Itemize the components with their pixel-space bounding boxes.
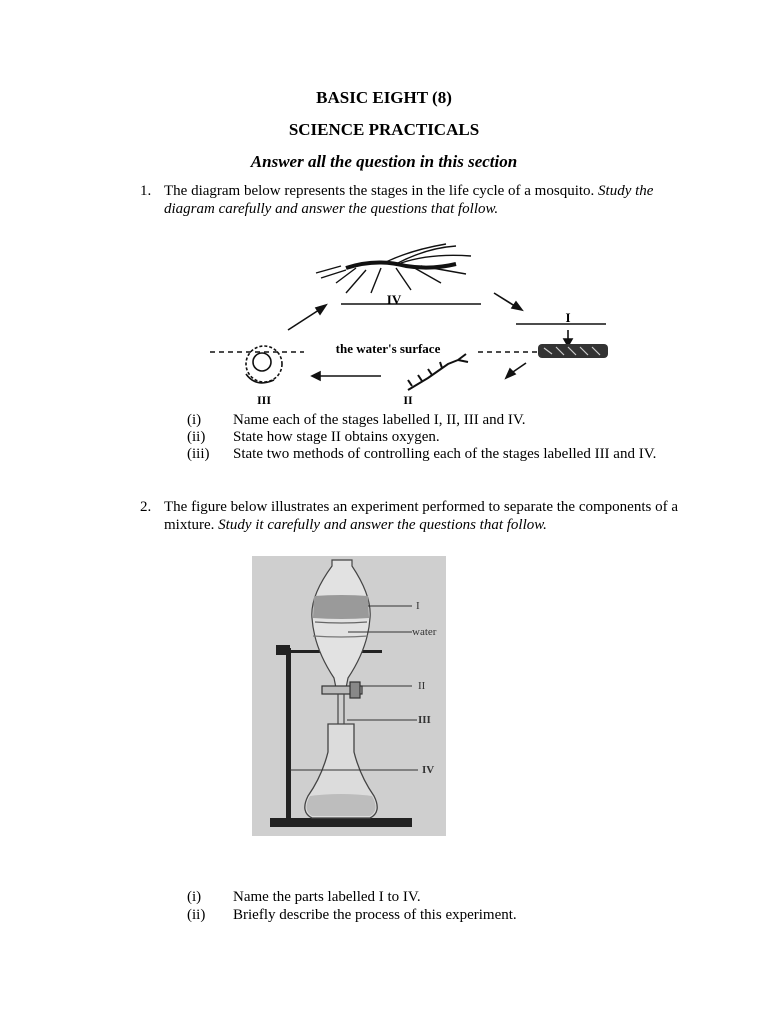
stage-label-ii: II <box>403 393 413 407</box>
funnel-label-iii: III <box>418 714 431 726</box>
question-1-number: 1. <box>140 183 152 199</box>
larva-drawing <box>408 354 468 390</box>
funnel-label-iv: IV <box>422 764 435 776</box>
question-2-text <box>164 499 684 534</box>
stage-label-i: I <box>565 310 571 325</box>
funnel-label-water: water <box>412 626 437 638</box>
section-instruction: Answer all the question in this section <box>250 152 518 171</box>
question-1-lead: The diagram below represents the stages in the life cycle of a mosquito. <box>164 183 599 199</box>
adult-mosquito-drawing <box>316 244 471 293</box>
question-1-text <box>164 183 684 218</box>
question-1-instruction: Study the diagram carefully and answer the questions that follow. <box>164 183 654 217</box>
page-subtitle: SCIENCE PRACTICALS <box>288 120 480 139</box>
water-surface-label: the water's surface <box>335 341 441 356</box>
funnel-label-i: I <box>416 600 420 612</box>
question-2-lead: The figure below illustrates an experiment performed to separate the components of a mixture. <box>164 499 678 533</box>
question-2-instruction: Study it carefully and answer the questions that follow. <box>218 516 547 533</box>
stage-label-iii: III <box>256 393 272 407</box>
separating-funnel-photo <box>252 556 446 836</box>
mosquito-life-cycle-diagram <box>196 238 632 410</box>
question-2-number: 2. <box>140 499 152 515</box>
egg-raft-drawing <box>538 344 608 358</box>
funnel-label-ii: II <box>418 680 426 692</box>
cycle-arrows <box>288 293 572 380</box>
stage-label-iv: IV <box>386 292 402 307</box>
page-title: BASIC EIGHT (8) <box>316 88 452 107</box>
